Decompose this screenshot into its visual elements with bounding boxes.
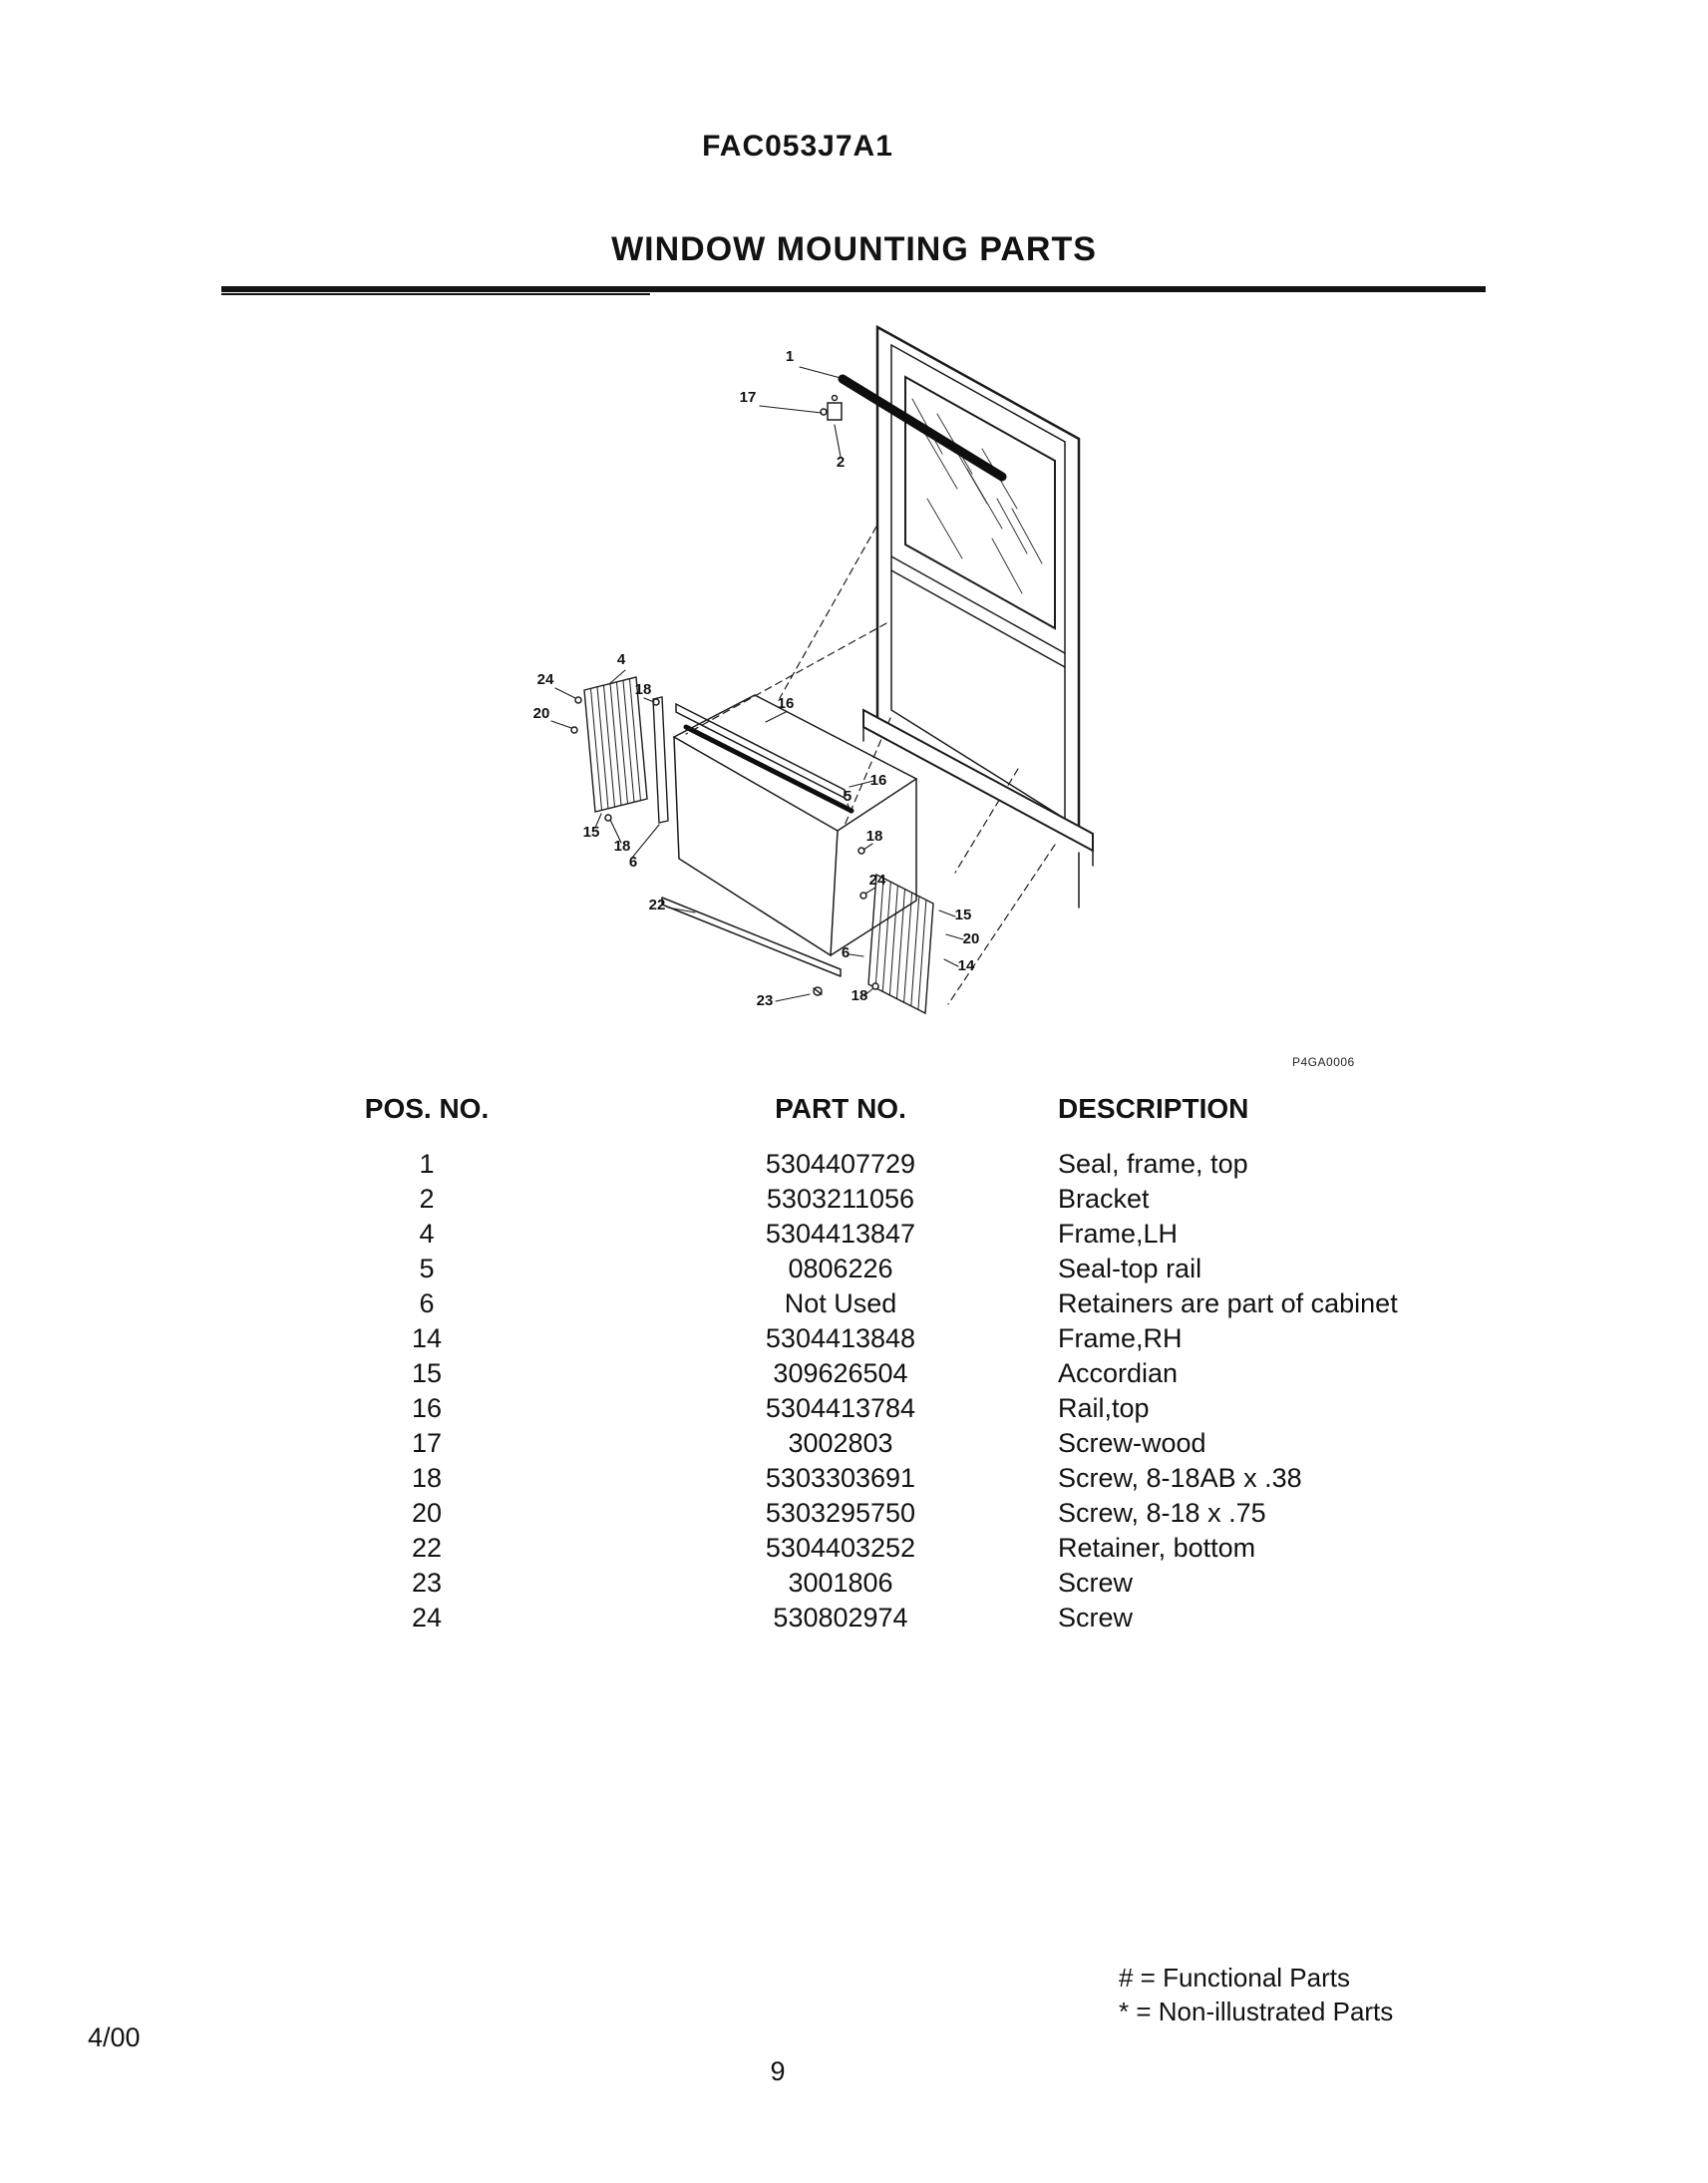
row-pos: 16 xyxy=(411,1393,443,1423)
callout-1: 1 xyxy=(785,348,795,365)
row-part: 530802974 xyxy=(773,1603,908,1633)
model-number: FAC053J7A1 xyxy=(702,130,893,163)
page-title: WINDOW MOUNTING PARTS xyxy=(611,230,1097,268)
col-header-desc: DESCRIPTION xyxy=(1058,1093,1249,1124)
legend-functional: # = Functional Parts xyxy=(1119,1963,1350,1993)
row-desc: Retainers are part of cabinet xyxy=(1058,1288,1398,1318)
row-part: 5303295750 xyxy=(765,1498,916,1528)
figure-code: P4GA0006 xyxy=(1292,1055,1355,1069)
row-pos: 4 xyxy=(419,1219,435,1249)
glass-hatching xyxy=(912,399,1042,593)
row-part: 5304413848 xyxy=(765,1323,916,1353)
legend xyxy=(1119,1961,1393,2028)
row-pos: 14 xyxy=(411,1323,443,1353)
callout-18: 18 xyxy=(865,828,883,845)
row-part: 3002803 xyxy=(788,1428,893,1458)
row-pos: 24 xyxy=(411,1603,443,1633)
row-pos: 17 xyxy=(411,1428,443,1458)
callout-15: 15 xyxy=(582,824,600,841)
callout-14: 14 xyxy=(957,957,975,974)
callout-22: 22 xyxy=(648,897,666,913)
callout-17: 17 xyxy=(739,389,757,406)
callout-20: 20 xyxy=(962,930,980,947)
callout-20: 20 xyxy=(532,705,550,722)
callout-15: 15 xyxy=(954,907,972,923)
row-pos: 1 xyxy=(419,1149,435,1179)
row-part: 5303303691 xyxy=(765,1463,916,1493)
callout-16: 16 xyxy=(869,772,887,789)
bracket xyxy=(821,396,842,421)
callout-6: 6 xyxy=(628,854,638,871)
leader-lines xyxy=(551,367,963,1001)
row-pos: 23 xyxy=(411,1568,443,1598)
page-number: 9 xyxy=(770,2056,786,2086)
row-desc: Screw, 8-18 x .75 xyxy=(1058,1498,1266,1528)
callout-24: 24 xyxy=(868,872,886,889)
row-part: 309626504 xyxy=(773,1358,908,1388)
callout-18: 18 xyxy=(851,987,868,1004)
legend-non-illustrated: * = Non-illustrated Parts xyxy=(1119,1997,1394,2026)
row-pos: 15 xyxy=(411,1358,443,1388)
row-part: 3001806 xyxy=(788,1568,893,1598)
row-desc: Screw-wood xyxy=(1058,1428,1206,1458)
row-pos: 18 xyxy=(411,1463,443,1493)
row-desc: Seal, frame, top xyxy=(1058,1149,1248,1179)
row-part: 0806226 xyxy=(788,1254,893,1283)
row-part: 5303211056 xyxy=(766,1184,915,1214)
row-pos: 6 xyxy=(419,1288,435,1318)
row-pos: 20 xyxy=(411,1498,443,1528)
callout-4: 4 xyxy=(616,651,626,668)
diagram-callouts xyxy=(533,348,980,1009)
callout-18: 18 xyxy=(634,681,652,698)
row-pos: 2 xyxy=(419,1184,435,1214)
row-desc: Screw xyxy=(1058,1603,1134,1633)
callout-24: 24 xyxy=(536,671,554,688)
footer-date: 4/00 xyxy=(88,2022,141,2052)
parts-table xyxy=(357,1147,1509,1636)
row-desc: Rail,top xyxy=(1058,1393,1150,1423)
right-accordion-panel xyxy=(868,875,933,1013)
callout-23: 23 xyxy=(756,992,774,1009)
col-header-pos: POS. NO. xyxy=(364,1093,490,1124)
callout-2: 2 xyxy=(836,454,846,471)
col-header-part: PART NO. xyxy=(775,1093,906,1124)
row-pos: 5 xyxy=(419,1254,435,1283)
row-desc: Seal-top rail xyxy=(1058,1254,1202,1283)
row-part: 5304413847 xyxy=(765,1219,916,1249)
row-desc: Retainer, bottom xyxy=(1058,1533,1256,1563)
row-part: 5304407729 xyxy=(765,1149,916,1179)
callout-18: 18 xyxy=(613,838,631,855)
callout-5: 5 xyxy=(843,788,853,805)
row-part: Not Used xyxy=(784,1288,897,1318)
title-rule-shadow xyxy=(221,293,650,295)
title-rule xyxy=(221,286,1486,292)
row-part: 5304413784 xyxy=(765,1393,916,1423)
row-desc: Frame,RH xyxy=(1058,1323,1183,1353)
row-pos: 22 xyxy=(411,1533,443,1563)
callout-6: 6 xyxy=(841,944,851,961)
row-desc: Bracket xyxy=(1058,1184,1150,1214)
row-desc: Accordian xyxy=(1058,1358,1179,1388)
row-desc: Screw, 8-18AB x .38 xyxy=(1058,1463,1302,1493)
callout-16: 16 xyxy=(777,695,795,712)
row-desc: Screw xyxy=(1058,1568,1134,1598)
row-part: 5304403252 xyxy=(765,1533,916,1563)
row-desc: Frame,LH xyxy=(1058,1219,1179,1249)
parts-exploded-diagram xyxy=(0,299,1708,1097)
